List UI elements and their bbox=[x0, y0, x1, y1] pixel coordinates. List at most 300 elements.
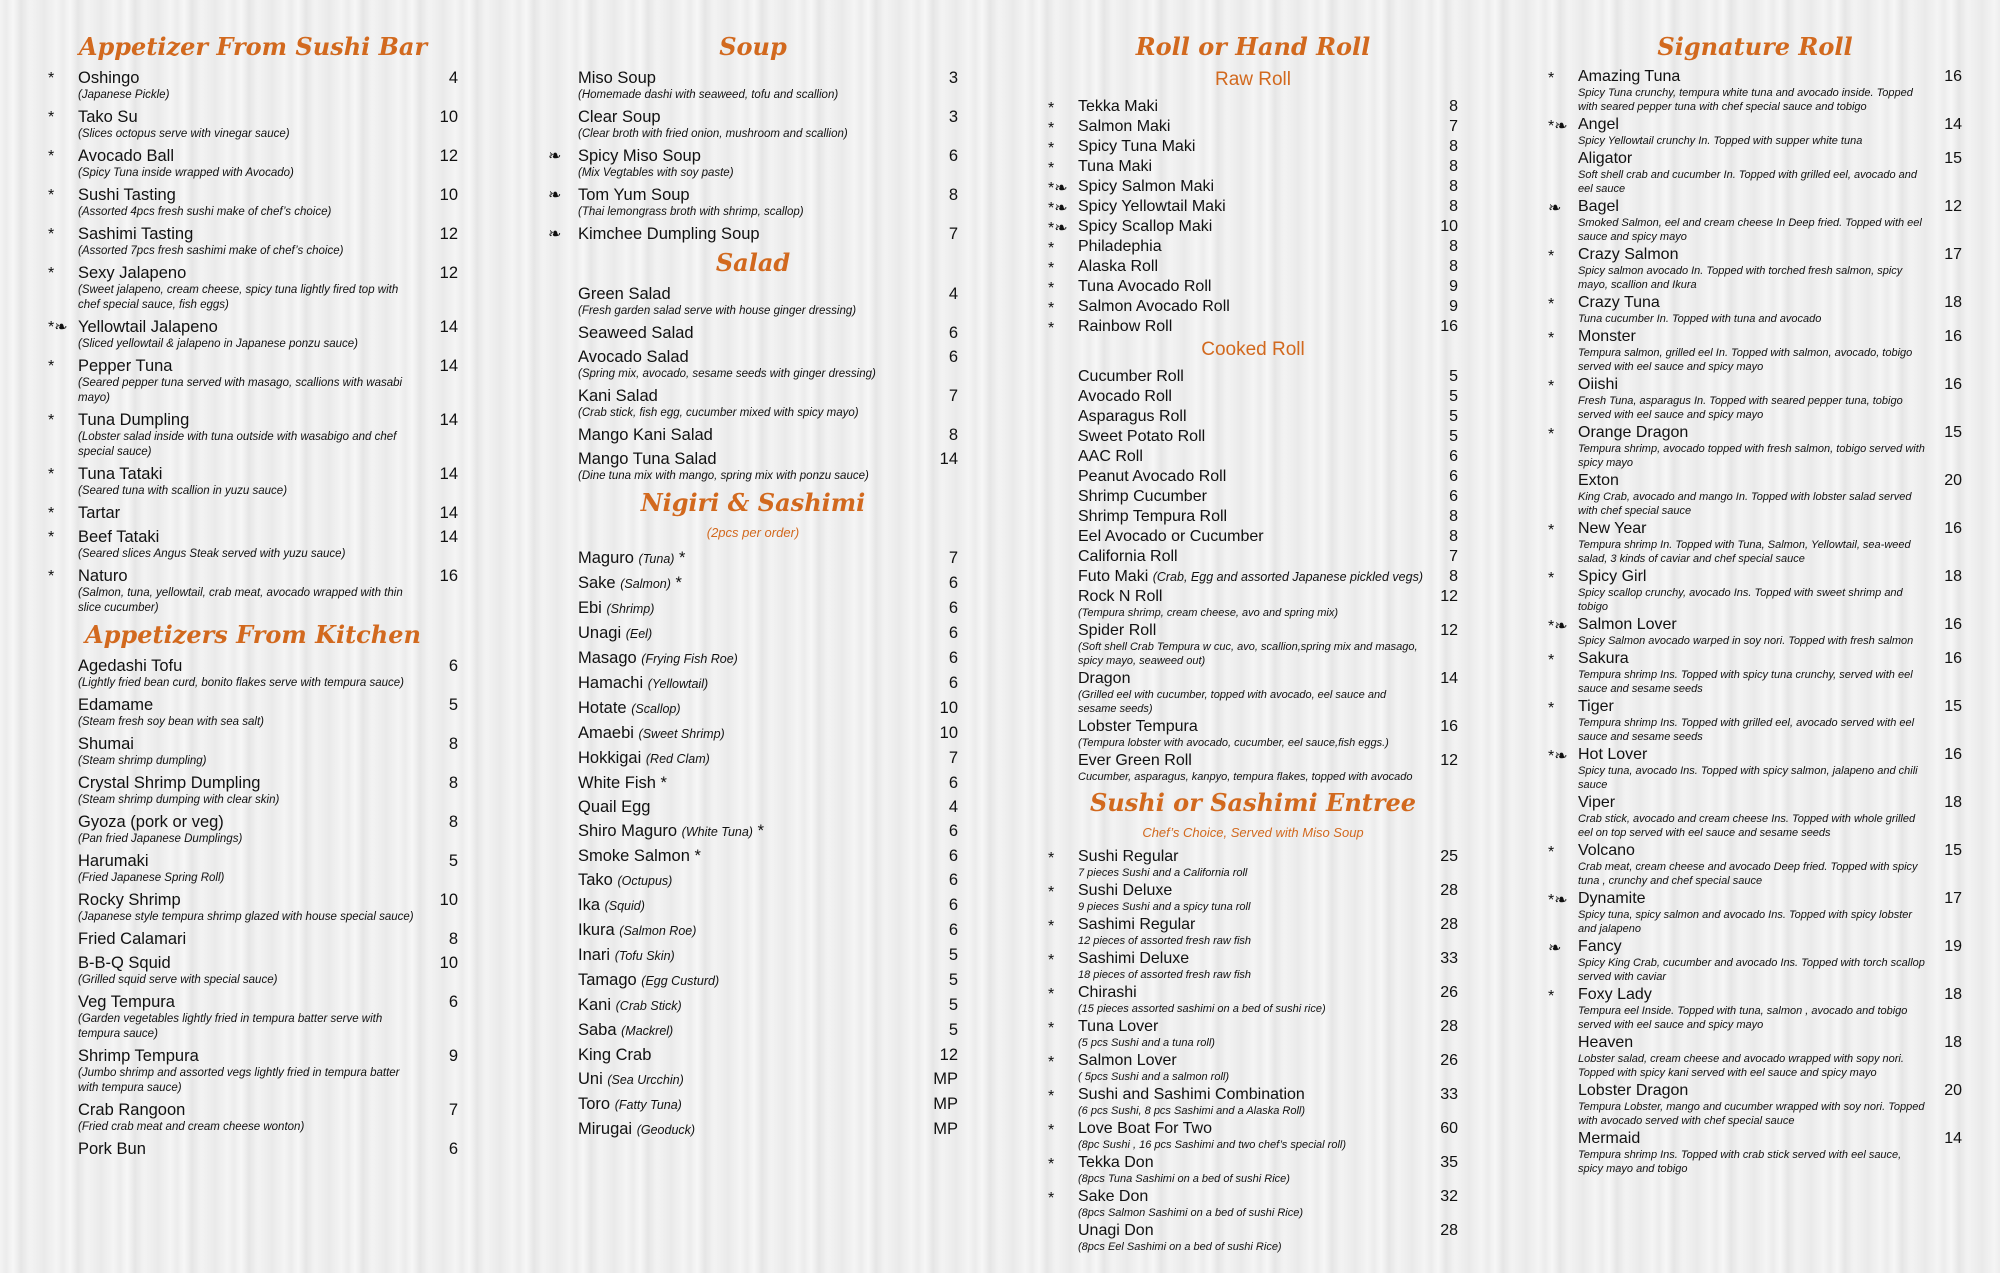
menu-item-name bbox=[78, 812, 224, 832]
item-name-text: Futo Maki bbox=[1078, 568, 1149, 585]
menu-item-price: 12 bbox=[939, 1046, 958, 1064]
menu-item-name bbox=[1078, 1154, 1154, 1172]
menu-item-name bbox=[578, 748, 710, 769]
menu-section bbox=[1048, 338, 1458, 784]
menu-item-price: 12 bbox=[439, 147, 458, 165]
spicy-raw-marker-icon: * bbox=[1048, 1088, 1055, 1105]
menu-item-description: Tempura shrimp Ins. Topped with grilled eel, avocado served with eel sauce and sesame seeds bbox=[1578, 717, 1915, 743]
menu-item-price: 7 bbox=[1449, 118, 1458, 135]
menu-item-price: 16 bbox=[1944, 328, 1962, 345]
menu-item-name bbox=[78, 263, 186, 283]
menu-item-name bbox=[578, 648, 738, 669]
menu-item-price: 6 bbox=[1449, 488, 1458, 505]
item-name-text: Shiro Maguro bbox=[578, 822, 678, 840]
menu-item-price: 16 bbox=[1944, 746, 1962, 763]
menu-item-name bbox=[1578, 746, 1647, 764]
item-raw-suffix: * bbox=[674, 549, 686, 567]
menu-item-name bbox=[578, 284, 671, 304]
item-name-text: Tuna Lover bbox=[1078, 1018, 1159, 1035]
menu-item-name bbox=[1578, 698, 1614, 716]
menu-item-name bbox=[578, 623, 652, 644]
menu-item-description: (Seared pepper tuna served with masago, scallions with wasabi mayo) bbox=[78, 377, 403, 404]
item-name-text: Tom Yum Soup bbox=[578, 186, 690, 204]
menu-item bbox=[1048, 984, 1458, 1016]
menu-item-price: 16 bbox=[1944, 650, 1962, 667]
menu-item-name bbox=[1078, 1086, 1305, 1104]
menu-item-name bbox=[578, 573, 682, 594]
menu-item-line bbox=[78, 410, 458, 430]
menu-item-line bbox=[1578, 650, 1962, 668]
menu-item-line bbox=[1078, 670, 1458, 688]
item-name-text: Spicy Yellowtail Maki bbox=[1078, 198, 1226, 215]
item-name-text: New Year bbox=[1578, 520, 1647, 537]
menu-item-name bbox=[78, 734, 134, 754]
menu-item-price: 14 bbox=[1440, 670, 1458, 687]
menu-item-name bbox=[1578, 842, 1635, 860]
menu-item-name bbox=[1078, 118, 1170, 136]
menu-item-line bbox=[78, 695, 458, 715]
item-name-text: Smoke Salmon * bbox=[578, 847, 701, 865]
menu-item-description: Tempura salmon, grilled eel In. Topped with salmon, avocado, tobigo served with eel sauce and spicy mayo bbox=[1578, 347, 1913, 373]
spicy-raw-marker-icon: ❧ bbox=[548, 226, 562, 243]
menu-item-price: 8 bbox=[448, 813, 458, 831]
menu-item bbox=[548, 449, 958, 484]
menu-item bbox=[48, 356, 458, 406]
menu-item-name bbox=[1578, 986, 1652, 1004]
spicy-raw-marker-icon: * bbox=[1048, 100, 1055, 117]
item-name-text: Volcano bbox=[1578, 842, 1635, 859]
item-name-text: Kani Salad bbox=[578, 387, 658, 405]
menu-item-price: 60 bbox=[1440, 1120, 1458, 1137]
menu-item-price: 8 bbox=[1449, 198, 1458, 215]
menu-item bbox=[48, 812, 458, 847]
menu-item-price: 6 bbox=[948, 574, 958, 592]
menu-item-name bbox=[78, 107, 138, 127]
menu-item-description: (Slices octopus serve with vinegar sauce) bbox=[78, 128, 290, 140]
menu-item-price: 12 bbox=[439, 264, 458, 282]
item-name-text: Mermaid bbox=[1578, 1130, 1641, 1147]
menu-item-name bbox=[1078, 448, 1143, 466]
menu-item-name bbox=[1578, 616, 1677, 634]
menu-item-name bbox=[578, 970, 719, 991]
menu-item-line bbox=[1078, 916, 1458, 934]
menu-item-price: 6 bbox=[948, 774, 958, 792]
menu-item bbox=[48, 566, 458, 616]
menu-item-price: 6 bbox=[948, 871, 958, 889]
menu-item-name bbox=[578, 185, 690, 205]
menu-item-price: 5 bbox=[948, 971, 958, 989]
menu-item-name bbox=[1078, 98, 1158, 116]
menu-item bbox=[1548, 568, 1962, 614]
menu-item bbox=[548, 623, 958, 644]
menu-item bbox=[1548, 328, 1962, 374]
menu-item-name bbox=[78, 695, 153, 715]
item-inline-note: (Tofu Skin) bbox=[614, 949, 675, 963]
menu-item-price: 5 bbox=[948, 1021, 958, 1039]
menu-item bbox=[1548, 616, 1962, 648]
menu-item bbox=[1048, 218, 1458, 236]
menu-item bbox=[48, 146, 458, 181]
menu-item-line bbox=[1078, 568, 1458, 586]
item-name-text: Spicy Salmon Maki bbox=[1078, 178, 1215, 195]
menu-item-price: 6 bbox=[948, 822, 958, 840]
menu-item-price: 17 bbox=[1944, 246, 1962, 263]
menu-item-line bbox=[78, 566, 458, 586]
item-name-text: Rocky Shrimp bbox=[78, 891, 181, 909]
menu-item bbox=[548, 970, 958, 991]
section-note: Chef’s Choice, Served with Miso Soup bbox=[1142, 825, 1364, 840]
item-name-text: Pork Bun bbox=[78, 1140, 146, 1158]
menu-item-name bbox=[78, 1100, 185, 1120]
menu-item-line bbox=[1078, 258, 1458, 276]
menu-item-line bbox=[78, 1046, 458, 1066]
menu-item-line bbox=[578, 347, 958, 367]
menu-item-price: 12 bbox=[1440, 752, 1458, 769]
menu-item-line bbox=[1078, 718, 1458, 736]
menu-item-price: 6 bbox=[948, 147, 958, 165]
spicy-raw-marker-icon: * bbox=[48, 568, 55, 585]
menu-item bbox=[548, 284, 958, 319]
menu-item-line bbox=[1578, 150, 1962, 168]
menu-item-price: 14 bbox=[439, 465, 458, 483]
menu-item-name bbox=[1078, 1052, 1177, 1070]
section-subtitle: Raw Roll bbox=[1214, 69, 1292, 90]
section-title: Nigiri & Sashimi bbox=[640, 488, 866, 517]
menu-item-description: Smoked Salmon, eel and cream cheese In Deep fried. Topped with eel sauce and spicy mayo bbox=[1578, 217, 1922, 243]
spicy-raw-marker-icon: ❧ bbox=[548, 187, 562, 204]
menu-item bbox=[1048, 238, 1458, 256]
item-name-text: Aligator bbox=[1578, 150, 1633, 167]
menu-item-line bbox=[1078, 178, 1458, 196]
menu-item-price: 10 bbox=[439, 891, 458, 909]
menu-item-line bbox=[1578, 794, 1962, 812]
menu-item-price: 6 bbox=[948, 624, 958, 642]
menu-item-line bbox=[1078, 1188, 1458, 1206]
menu-item-name bbox=[578, 1094, 682, 1115]
menu-item bbox=[1548, 198, 1962, 244]
menu-item bbox=[548, 673, 958, 694]
spicy-raw-marker-icon: * bbox=[48, 109, 55, 126]
menu-item-line bbox=[1578, 472, 1962, 490]
menu-item-description: (Steam shrimp dumpling) bbox=[78, 755, 207, 767]
menu-item-price: 6 bbox=[948, 348, 958, 366]
menu-item-name bbox=[1578, 794, 1615, 812]
menu-item-price: 5 bbox=[948, 946, 958, 964]
menu-item-price: 6 bbox=[448, 657, 458, 675]
menu-item-price: 8 bbox=[1449, 238, 1458, 255]
menu-item-line bbox=[78, 356, 458, 376]
menu-item-line bbox=[1078, 984, 1458, 1002]
menu-item-line bbox=[78, 224, 458, 244]
spicy-raw-marker-icon: *❧ bbox=[1548, 748, 1568, 765]
menu-item-name bbox=[1078, 718, 1198, 736]
menu-item-line bbox=[578, 920, 958, 941]
spicy-raw-marker-icon: * bbox=[1548, 570, 1555, 587]
item-name-text: Sweet Potato Roll bbox=[1078, 428, 1206, 445]
menu-item-line bbox=[1078, 508, 1458, 526]
menu-item-description: (Jumbo shrimp and assorted vegs lightly fried in tempura batter with tempura sauce) bbox=[78, 1067, 400, 1094]
item-name-text: Sashimi Deluxe bbox=[1078, 950, 1190, 967]
menu-item bbox=[48, 185, 458, 220]
menu-item bbox=[1548, 472, 1962, 518]
menu-item-price: 28 bbox=[1440, 916, 1458, 933]
spicy-raw-marker-icon: * bbox=[1548, 652, 1555, 669]
menu-item bbox=[1048, 488, 1458, 506]
menu-item-price: 10 bbox=[439, 954, 458, 972]
spicy-raw-marker-icon: * bbox=[48, 529, 55, 546]
menu-item-name bbox=[1078, 298, 1230, 316]
menu-item-description: (5 pcs Sushi and a tuna roll) bbox=[1078, 1037, 1215, 1049]
menu-item-description: Tempura Lobster, mango and cucumber wrapped with soy nori. Topped with avocado served with chef special sauce bbox=[1578, 1101, 1925, 1127]
item-name-text: Mirugai bbox=[578, 1120, 633, 1138]
menu-item-line bbox=[1578, 1082, 1962, 1100]
item-name-text: Love Boat For Two bbox=[1078, 1120, 1212, 1137]
menu-item-line bbox=[1578, 746, 1962, 764]
menu-item-name bbox=[578, 107, 661, 127]
menu-item bbox=[1548, 890, 1962, 936]
menu-item bbox=[548, 648, 958, 669]
item-name-text: Tiger bbox=[1578, 698, 1614, 715]
menu-item bbox=[1048, 568, 1458, 586]
menu-item-name bbox=[1078, 388, 1172, 406]
item-name-text: Spicy Tuna Maki bbox=[1078, 138, 1196, 155]
menu-item-price: 18 bbox=[1944, 986, 1962, 1003]
menu-item-line bbox=[1078, 388, 1458, 406]
spicy-raw-marker-icon: * bbox=[1048, 1020, 1055, 1037]
menu-item-line bbox=[578, 895, 958, 916]
menu-item-name bbox=[1078, 408, 1187, 426]
spicy-raw-marker-icon: *❧ bbox=[1548, 118, 1568, 135]
menu-item-line bbox=[78, 773, 458, 793]
menu-item-name bbox=[1078, 670, 1130, 688]
menu-item-line bbox=[578, 1094, 958, 1115]
menu-item-price: 14 bbox=[1944, 1130, 1962, 1147]
menu-item-line bbox=[78, 263, 458, 283]
item-inline-note: (Egg Custurd) bbox=[641, 974, 720, 988]
menu-item-name bbox=[578, 146, 701, 166]
item-name-text: Cucumber Roll bbox=[1078, 368, 1184, 385]
menu-item-price: 35 bbox=[1440, 1154, 1458, 1171]
item-name-text: Tekka Maki bbox=[1078, 98, 1159, 115]
menu-column-4 bbox=[1548, 28, 1962, 1178]
menu-item bbox=[548, 323, 958, 343]
menu-item-line bbox=[1578, 986, 1962, 1004]
menu-item-description: 9 pieces Sushi and a spicy tuna roll bbox=[1078, 901, 1251, 913]
item-name-text: Veg Tempura bbox=[78, 993, 175, 1011]
item-name-text: Ebi bbox=[578, 599, 602, 617]
menu-item bbox=[548, 797, 958, 817]
menu-item-line bbox=[1578, 198, 1962, 216]
menu-item bbox=[548, 846, 958, 866]
menu-section bbox=[548, 488, 958, 1140]
spicy-raw-marker-icon: * bbox=[1048, 240, 1055, 257]
menu-item-name bbox=[1078, 158, 1152, 176]
menu-item-description: Spicy Yellowtail crunchy In. Topped with supper white tuna bbox=[1578, 135, 1863, 147]
menu-item bbox=[1048, 848, 1458, 880]
menu-item-price: 8 bbox=[448, 735, 458, 753]
menu-item-name bbox=[78, 527, 159, 547]
menu-item-price: 26 bbox=[1440, 984, 1458, 1001]
menu-item-line bbox=[1078, 1120, 1458, 1138]
menu-item-description: Tempura shrimp Ins. Topped with crab stick served with eel sauce, spicy mayo and tobigo bbox=[1578, 1149, 1902, 1175]
item-name-text: California Roll bbox=[1078, 548, 1178, 565]
item-name-text: Orange Dragon bbox=[1578, 424, 1689, 441]
item-name-text: Spider Roll bbox=[1078, 622, 1157, 639]
menu-item-name bbox=[1078, 950, 1189, 968]
item-name-text: Spicy Girl bbox=[1578, 568, 1647, 585]
item-name-text: Beef Tataki bbox=[78, 528, 160, 546]
menu-item-description: (Garden vegetables lightly fried in tempura batter serve with tempura sauce) bbox=[78, 1013, 383, 1040]
spicy-raw-marker-icon: * bbox=[1048, 1122, 1055, 1139]
menu-item-line bbox=[1578, 842, 1962, 860]
menu-item-description: 7 pieces Sushi and a California roll bbox=[1078, 867, 1248, 879]
menu-item-price: MP bbox=[933, 1070, 958, 1088]
item-name-text: Tuna Maki bbox=[1078, 158, 1153, 175]
item-name-text: Oshingo bbox=[78, 69, 140, 87]
menu-item bbox=[1048, 178, 1458, 196]
section-title: Sushi or Sashimi Entree bbox=[1089, 788, 1417, 817]
menu-item bbox=[548, 573, 958, 594]
menu-item-price: MP bbox=[933, 1120, 958, 1138]
menu-item-price: 8 bbox=[1449, 258, 1458, 275]
menu-item-price: 3 bbox=[948, 69, 958, 87]
menu-item-name bbox=[1078, 488, 1207, 506]
menu-section bbox=[48, 32, 458, 616]
menu-item-price: 4 bbox=[448, 69, 458, 87]
item-name-text: Dragon bbox=[1078, 670, 1131, 687]
menu-item-price: 14 bbox=[439, 318, 458, 336]
menu-section bbox=[548, 32, 958, 244]
item-name-text: Exton bbox=[1578, 472, 1619, 489]
item-name-text: Sushi and Sashimi Combination bbox=[1078, 1086, 1305, 1103]
menu-item-name bbox=[1578, 424, 1688, 442]
menu-item bbox=[548, 146, 958, 181]
menu-item-name bbox=[78, 929, 186, 949]
item-name-text: Sushi Tasting bbox=[78, 186, 176, 204]
menu-item-line bbox=[578, 1045, 958, 1065]
menu-item-line bbox=[1578, 1034, 1962, 1052]
menu-item-line bbox=[1078, 428, 1458, 446]
spicy-raw-marker-icon: * bbox=[1048, 260, 1055, 277]
spicy-raw-marker-icon: * bbox=[1548, 296, 1555, 313]
menu-item-line bbox=[578, 573, 958, 594]
menu-item bbox=[548, 821, 958, 842]
item-name-text: Sexy Jalapeno bbox=[78, 264, 187, 282]
menu-item bbox=[48, 464, 458, 499]
menu-item-name bbox=[1078, 428, 1205, 446]
item-name-text: Crazy Salmon bbox=[1578, 246, 1679, 263]
item-name-text: Rock N Roll bbox=[1078, 588, 1163, 605]
menu-item bbox=[1048, 1222, 1458, 1254]
item-name-text: Avocado Roll bbox=[1078, 388, 1172, 405]
menu-item-price: 7 bbox=[948, 387, 958, 405]
menu-item bbox=[548, 945, 958, 966]
menu-item-description: (15 pieces assorted sashimi on a bed of sushi rice) bbox=[1078, 1003, 1326, 1015]
menu-item-description: (8pcs Tuna Sashimi on a bed of sushi Rice) bbox=[1078, 1173, 1290, 1185]
menu-item-price: 16 bbox=[1440, 318, 1458, 335]
item-name-text: Inari bbox=[578, 946, 611, 964]
menu-item-line bbox=[78, 1100, 458, 1120]
menu-item-line bbox=[1578, 376, 1962, 394]
menu-item-line bbox=[578, 185, 958, 205]
item-name-text: Peanut Avocado Roll bbox=[1078, 468, 1227, 485]
item-name-text: Kani bbox=[578, 996, 612, 1014]
menu-item-line bbox=[578, 773, 958, 793]
menu-item-name bbox=[78, 503, 120, 523]
item-name-text: Ever Green Roll bbox=[1078, 752, 1192, 769]
menu-item-name bbox=[578, 68, 656, 88]
spicy-raw-marker-icon: * bbox=[1548, 426, 1555, 443]
menu-item bbox=[48, 1046, 458, 1096]
menu-item-price: 17 bbox=[1944, 890, 1962, 907]
menu-item bbox=[548, 1069, 958, 1090]
menu-item-price: 6 bbox=[948, 674, 958, 692]
spicy-raw-marker-icon: * bbox=[48, 412, 55, 429]
menu-item-description: Tempura shrimp In. Topped with Tuna, Salmon, Yellowtail, sea-weed salad, 3 kinds of caviar and chef special sauce bbox=[1578, 539, 1911, 565]
menu-item bbox=[1048, 198, 1458, 216]
menu-item bbox=[1048, 1154, 1458, 1186]
item-name-text: Harumaki bbox=[78, 852, 149, 870]
spicy-raw-marker-icon: * bbox=[1048, 320, 1055, 337]
menu-item bbox=[1548, 150, 1962, 196]
menu-item-description: (8pcs Eel Sashimi on a bed of sushi Rice) bbox=[1078, 1241, 1282, 1253]
menu-item bbox=[1048, 1086, 1458, 1118]
menu-item-name bbox=[1078, 528, 1264, 546]
menu-item-line bbox=[1078, 622, 1458, 640]
menu-item-line bbox=[578, 698, 958, 719]
item-name-text: King Crab bbox=[578, 1046, 652, 1064]
menu-item-description: (Steam fresh soy bean with sea salt) bbox=[78, 716, 264, 728]
menu-item-line bbox=[578, 284, 958, 304]
menu-item-price: 4 bbox=[948, 285, 958, 303]
menu-item bbox=[48, 410, 458, 460]
menu-item-description: (Assorted 4pcs fresh sushi make of chef’s choice) bbox=[78, 206, 332, 218]
menu-item-price: 9 bbox=[1449, 298, 1458, 315]
menu-item-line bbox=[1578, 328, 1962, 346]
item-name-text: Spicy Scallop Maki bbox=[1078, 218, 1213, 235]
item-inline-note: (Crab, Egg and assorted Japanese pickled vegs) bbox=[1152, 570, 1423, 584]
menu-item bbox=[1548, 986, 1962, 1032]
item-inline-note: (Shrimp) bbox=[606, 602, 655, 616]
menu-item-name bbox=[1078, 882, 1172, 900]
menu-item-name bbox=[78, 773, 260, 793]
item-inline-note: (Yellowtail) bbox=[647, 677, 709, 691]
menu-item-line bbox=[1078, 198, 1458, 216]
menu-item-price: 6 bbox=[948, 324, 958, 342]
item-inline-note: (Frying Fish Roe) bbox=[641, 652, 738, 666]
item-name-text: Sashimi Regular bbox=[1078, 916, 1196, 933]
item-name-text: White Fish * bbox=[578, 774, 667, 792]
menu-item-price: 4 bbox=[948, 798, 958, 816]
menu-item bbox=[1548, 376, 1962, 422]
menu-item-description: Crab stick, avocado and cream cheese Ins. Topped with whole grilled eel on top served with eel sauce and sesame seeds bbox=[1578, 813, 1916, 839]
menu-item bbox=[48, 953, 458, 988]
menu-item-description: (Tempura shrimp, cream cheese, avo and spring mix) bbox=[1078, 607, 1339, 619]
menu-item-line bbox=[1078, 528, 1458, 546]
item-name-text: Viper bbox=[1578, 794, 1616, 811]
menu-item-line bbox=[578, 425, 958, 445]
menu-item bbox=[48, 224, 458, 259]
menu-item bbox=[1548, 520, 1962, 566]
menu-item bbox=[48, 929, 458, 949]
item-name-text: Sushi Regular bbox=[1078, 848, 1179, 865]
menu-item-name bbox=[578, 425, 713, 445]
menu-item-name bbox=[1578, 1130, 1640, 1148]
menu-item-line bbox=[1078, 408, 1458, 426]
menu-item-description: (Mix Vegtables with soy paste) bbox=[578, 167, 734, 179]
menu-item-line bbox=[1578, 698, 1962, 716]
menu-item bbox=[548, 748, 958, 769]
